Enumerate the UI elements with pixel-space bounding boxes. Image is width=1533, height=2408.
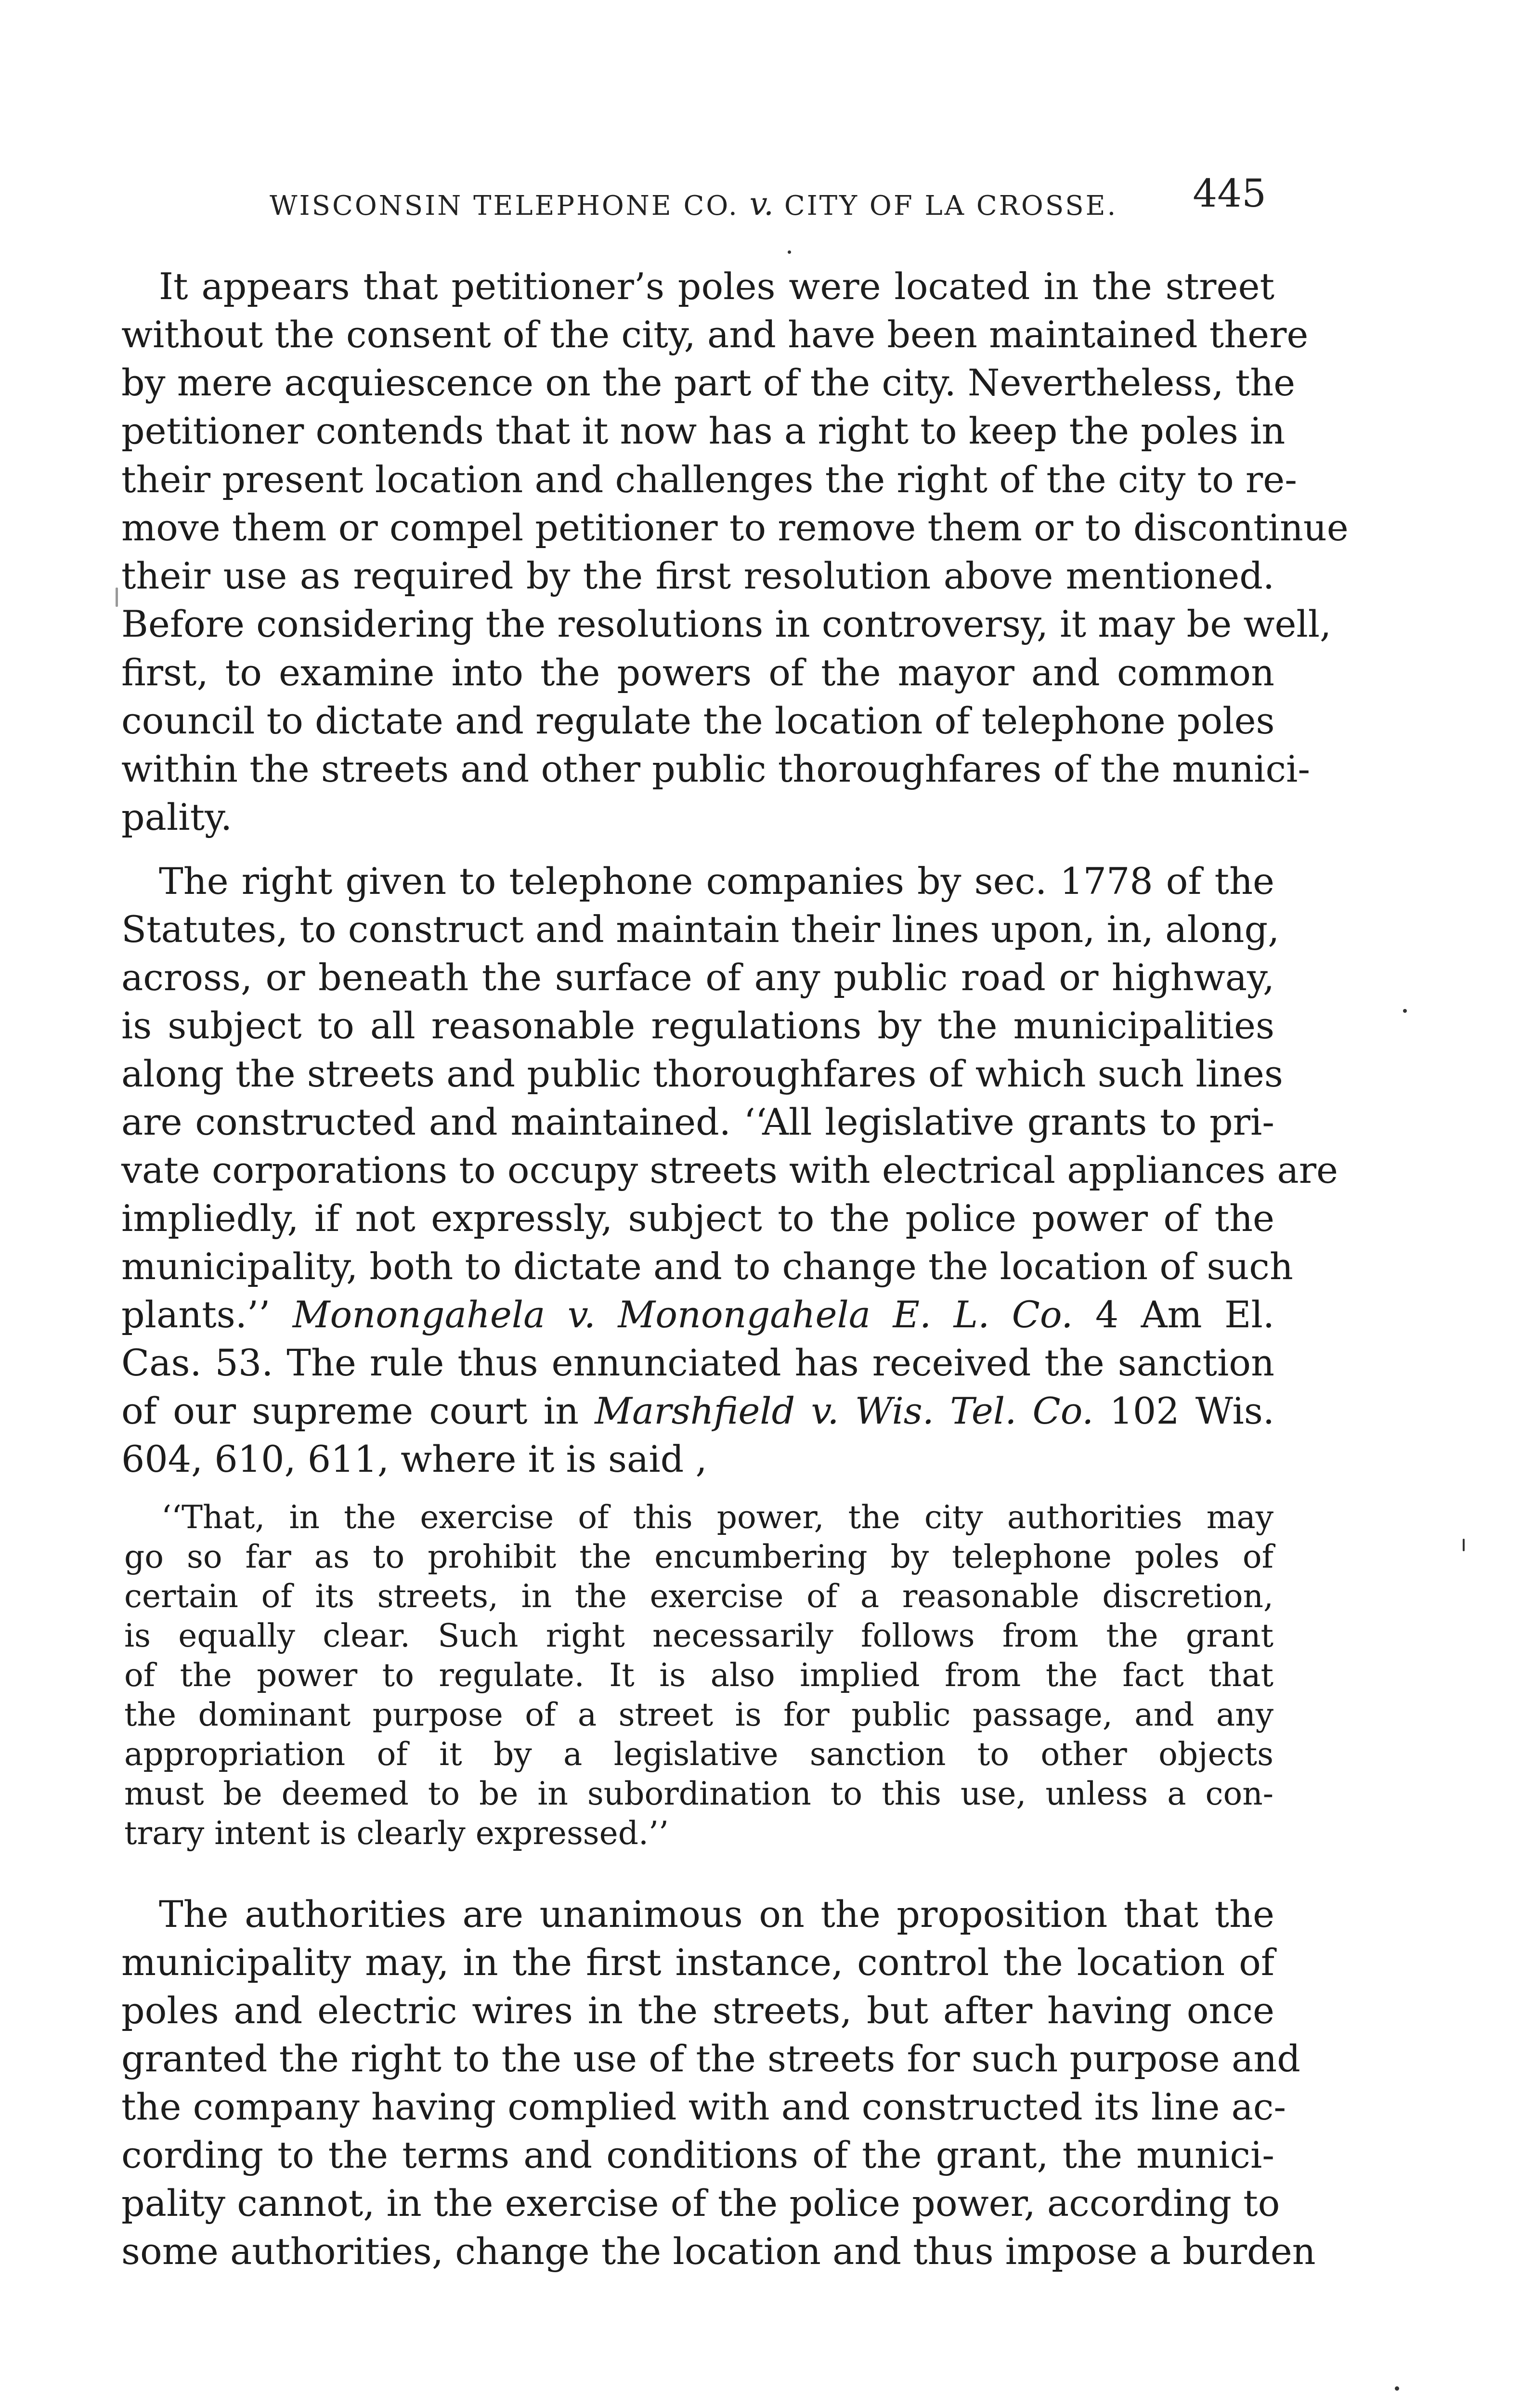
scan-speck [788, 250, 791, 254]
paragraph-2-line: across, or beneath the surface of any public road or highway, [121, 956, 1274, 999]
paragraph-1-line: council to dictate and regulate the location of telephone poles [121, 699, 1275, 742]
quote-line: must be deemed to be in subordination to this use, unless a con- [124, 1775, 1273, 1812]
paragraph-1-line: their use as required by the first resolution above mentioned. [121, 554, 1274, 597]
paragraph-1-line: petitioner contends that it now has a right to keep the poles in [121, 409, 1286, 452]
paragraph-1-line: Before considering the resolutions in controversy, it may be well, [121, 602, 1332, 645]
citation-post: 102 Wis. [1109, 1389, 1274, 1432]
scan-speck [1403, 1009, 1407, 1013]
paragraph-3-line: municipality may, in the first instance, control the location of [121, 1941, 1274, 1984]
paragraph-2-line: The right given to telephone companies by sec. 1778 of the [159, 860, 1274, 903]
paragraph-2-line: municipality, both to dictate and to change the location of such [121, 1245, 1293, 1288]
quote-line: of the power to regulate. It is also implied from the fact that [124, 1657, 1273, 1694]
paragraph-2-line-citation [121, 1387, 1274, 1435]
quote-line: the dominant purpose of a street is for public passage, and any [124, 1696, 1273, 1733]
page-number: 445 [1193, 171, 1266, 216]
paragraph-2-line: along the streets and public thoroughfares of which such lines [121, 1052, 1283, 1095]
paragraph-1-line: by mere acquiescence on the part of the city. Nevertheless, the [121, 361, 1296, 404]
citation-pre: plants.’’ [121, 1293, 271, 1336]
quote-line: appropriation of it by a legislative sanction to other objects [124, 1736, 1273, 1773]
paragraph-2-line: vate corporations to occupy streets with electrical appliances are [121, 1149, 1338, 1191]
paragraph-3-line: granted the right to the use of the streets for such purpose and [121, 2037, 1300, 2080]
paragraph-1-line: pality. [121, 796, 233, 838]
quote-line: trary intent is clearly expressed.’’ [124, 1815, 669, 1852]
paragraph-3-line: the company having complied with and constructed its line ac- [121, 2085, 1286, 2128]
quote-line: go so far as to prohibit the encumbering by telephone poles of [124, 1538, 1273, 1575]
paragraph-1-line: without the consent of the city, and have been maintained there [121, 313, 1309, 356]
paragraph-2-line: 604, 610, 611, where it is said , [121, 1438, 707, 1480]
running-head-versus: v. [749, 185, 774, 222]
citation-pre: of our supreme court in [121, 1389, 579, 1432]
running-head-part-1: WISCONSIN TELEPHONE CO. [270, 190, 739, 222]
case-name-monongahela: Monongahela v. Monongahela E. L. Co. [292, 1293, 1073, 1336]
paragraph-3-line: some authorities, change the location and thus impose a burden [121, 2230, 1316, 2273]
quote-line: is equally clear. Such right necessarily follows from the grant [124, 1617, 1273, 1654]
paragraph-1-line: It appears that petitioner’s poles were located in the street [159, 265, 1274, 308]
paragraph-1-line: within the streets and other public thoroughfares of the munici- [121, 747, 1311, 790]
scan-speck [1395, 2386, 1399, 2391]
scan-speck [116, 588, 118, 607]
quote-line: certain of its streets, in the exercise of a reasonable discretion, [124, 1578, 1273, 1615]
quote-line: ‘‘That, in the exercise of this power, the city authorities may [161, 1499, 1273, 1536]
citation-post: 4 Am El. [1095, 1293, 1274, 1336]
running-head-part-2: CITY OF LA CROSSE. [784, 190, 1118, 222]
paragraph-2-line: Cas. 53. The rule thus ennunciated has received the sanction [121, 1341, 1274, 1384]
paragraph-1-line: their present location and challenges the right of the city to re- [121, 458, 1297, 501]
scan-speck [1463, 1539, 1465, 1551]
paragraph-3-line: pality cannot, in the exercise of the police power, according to [121, 2182, 1280, 2225]
case-name-marshfield: Marshfield v. Wis. Tel. Co. [595, 1389, 1094, 1432]
paragraph-2-line: is subject to all reasonable regulations by the municipalities [121, 1004, 1274, 1047]
paragraph-1-line: first, to examine into the powers of the mayor and common [121, 651, 1274, 694]
paragraph-3-line: poles and electric wires in the streets, but after having once [121, 1989, 1274, 2032]
paragraph-2-line-citation [121, 1291, 1274, 1339]
paragraph-2-line: impliedly, if not expressly, subject to the police power of the [121, 1197, 1274, 1240]
paragraph-1-line: move them or compel petitioner to remove them or to discontinue [121, 506, 1349, 549]
paragraph-3-line: cording to the terms and conditions of the grant, the munici- [121, 2133, 1274, 2176]
paragraph-2-line: are constructed and maintained. ‘‘All legislative grants to pri- [121, 1100, 1274, 1143]
paragraph-2-line: Statutes, to construct and maintain their lines upon, in, along, [121, 908, 1280, 951]
paragraph-3-line: The authorities are unanimous on the proposition that the [159, 1893, 1274, 1936]
